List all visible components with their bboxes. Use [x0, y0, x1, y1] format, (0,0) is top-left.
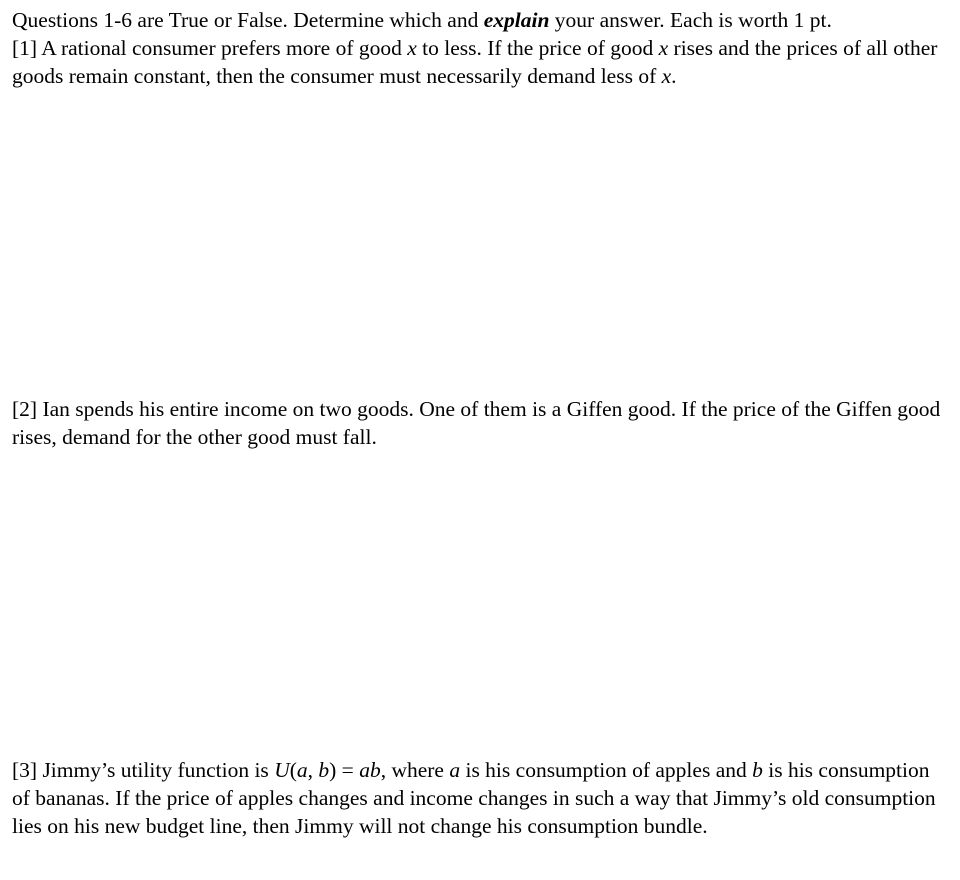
variable-a: a — [449, 758, 461, 782]
variable-u: U — [274, 758, 290, 782]
question-3-text-3: , — [307, 758, 319, 782]
question-1-text-3: rises and the prices of all other goods remain constant, then the consumer must necessarily demand less of — [12, 36, 938, 88]
variable-a: a — [296, 758, 308, 782]
variable-b: b — [318, 758, 330, 782]
question-2-block — [12, 395, 952, 451]
question-1-text-1: [1] A rational consumer prefers more of good — [12, 36, 408, 60]
variable-x: x — [658, 36, 669, 60]
instructions-text-2: your answer. Each is worth 1 pt. — [549, 8, 832, 32]
instructions-emphasis: explain — [483, 8, 550, 32]
variable-b: b — [752, 758, 763, 782]
question-1 — [12, 34, 952, 90]
question-3-block — [12, 756, 952, 840]
question-set — [12, 6, 952, 90]
question-3-text-4: ) = — [329, 758, 360, 782]
question-3-text-1: [3] Jimmy’s utility function is — [12, 758, 275, 782]
question-3-text-7: is his consumption of bananas. If the price of apples changes and income changes in such a way that Jimmy’s old consumption lies on his new budget line, then Jimmy will not change his consumption bundle. — [12, 758, 936, 838]
variable-ab: ab — [359, 758, 381, 782]
instructions — [12, 6, 952, 34]
variable-x: x — [407, 36, 417, 60]
question-2: [2] Ian spends his entire income on two goods. One of them is a Giffen good. If the price of the Giffen good rises, demand for the other good must fall. — [12, 397, 941, 449]
question-3 — [12, 756, 952, 840]
variable-x: x — [661, 64, 672, 88]
question-1-text-2: to less. If the price of good — [416, 36, 659, 60]
question-3-text-5: , where — [380, 758, 450, 782]
question-1-text-4: . — [671, 64, 677, 88]
instructions-text-1: Questions 1-6 are True or False. Determine which and — [12, 8, 484, 32]
question-3-text-2: ( — [289, 758, 297, 782]
question-3-text-6: is his consumption of apples and — [460, 758, 753, 782]
